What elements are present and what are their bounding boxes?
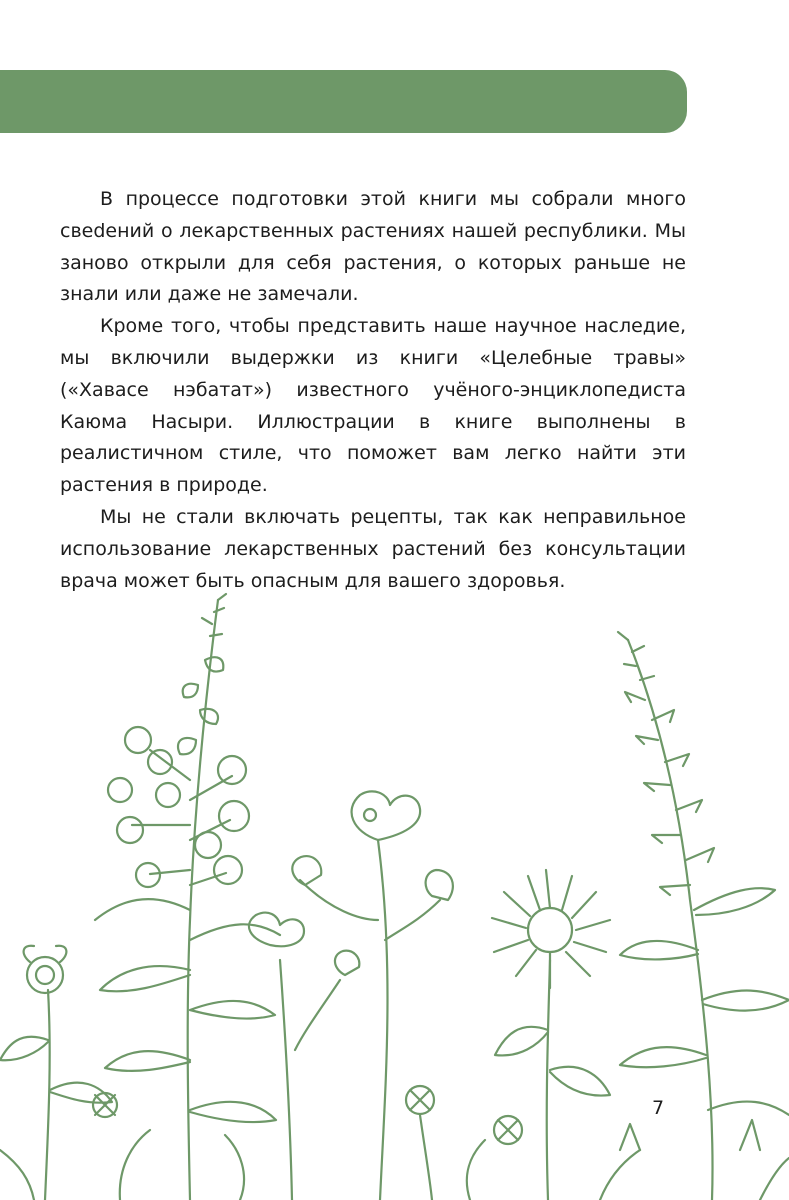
daisy-plant-icon	[406, 870, 610, 1200]
paragraph-1: В процессе подготовки этой книги мы собрали много свеdений о лекарственных растениях нашей республики. Мы заново открыли для себя растения, о которых раньше не знали или даже не замечали.	[60, 188, 686, 306]
section-header-bar	[0, 70, 687, 133]
buttercup-plant-icon	[249, 791, 453, 1200]
page-number: 7	[651, 1097, 665, 1119]
agrimony-plant-icon	[618, 632, 789, 1200]
wildflower-meadow-illustration	[0, 590, 789, 1200]
grass-icon	[0, 1130, 789, 1200]
paragraph-2: Кроме того, чтобы представить наше научное наследие, мы включили выдержки из книги «Целебные травы» («Хавасе нэбатат») известного учёного-энциклопедиста Каюма Насыри. Иллюстрации в книге выполнены в реалистичном стиле, что поможет вам легко найти эти растения в природе.	[60, 315, 686, 497]
fireweed-plant-icon	[95, 594, 280, 1200]
body-text	[60, 184, 686, 597]
paragraph-3: Мы не стали включать рецепты, так как неправильное использование лекарственных растений без консультации врача может быть опасным для вашего здоровья.	[60, 505, 686, 592]
section-title: От составителей	[304, 19, 485, 43]
rose-plant-icon	[0, 946, 117, 1200]
